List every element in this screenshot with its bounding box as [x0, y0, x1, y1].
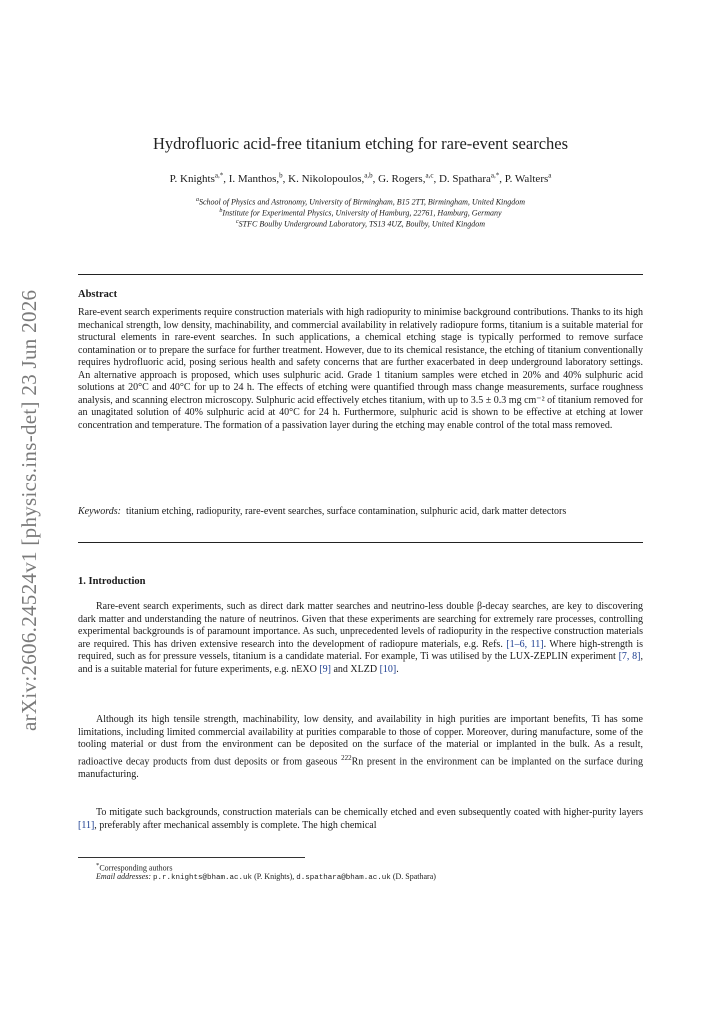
author: I. Manthos,$^b$, — [228, 171, 289, 185]
citation-link[interactable]: [1–6, 11] — [506, 638, 544, 650]
abstract-text: Rare-event search experiments require construction materials with high radiopurity to minimise background contributions. Thanks to its high mechanical strength, low density, machinability, and commercial availability in relatively radiopure forms, titanium is a suitable material for structural elements in rare-event searches. In such applications, a chemical etching stage is typically performed to remove surface contamination or to prepare the surface for further treatment. However, due to its chemical resistance, the etching of titanium conventionally requires hydrofluoric acid, posing serious health and safety concerns that are further exacerbated in deep underground laboratory settings. An alternative approach is proposed, which uses sulphuric acid. Grade 1 titanium samples were etched in 20% and 40% sulphuric acid solutions at 20°C and 40°C for up to 24 h. The effects of etching were quantified through mass change measurements, surface roughness analysis, and scanning electron microscopy. Sulphuric acid effectively etches titanium, with up to 3.5 ± 0.3 mg cm⁻² of titanium removed for an unagitated solution of 40% sulphuric acid at 40°C for 24 h. Furthermore, sulphuric acid is shown to be effective at etching at lower concentration and temperature. The formation of a passivation layer during the etching may enable control of the total mass removed. — [78, 307, 643, 431]
arxiv-side-stamp: arXiv:2606.24524v1 [physics.ins-det] 23 Jun 2026 — [17, 289, 41, 731]
author-list — [78, 171, 643, 185]
footnote-divider — [78, 857, 305, 858]
section-heading: 1. Introduction — [78, 576, 146, 587]
top-divider — [78, 274, 643, 275]
intro-paragraph-1: Rare-event search experiments, such as direct dark matter searches and neutrino-less double β-decay searches, are key to discovering dark matter and understanding the nature of neutrinos. Given that these experiments are searching for extremely rare processes, controlling experimental backgrounds is of paramount importance. As such, unprecedented levels of radiopurity in the respective construction materials are required. This has driven extensive research into the development of radiopure materials, e.g. Refs. [1–6, 11]. Where high-strength is required, such as for pressure vessels, titanium is a candidate material. For example, Ti was utilised by the LUX-ZEPLIN experiment [7, 8], and is a suitable material for future experiments, e.g. nEXO [9] and XLZD [10]. — [78, 601, 643, 675]
author: P. Knights$^{a,*}$, — [169, 171, 229, 185]
affiliation: $^b$Institute for Experimental Physics, University of Hamburg, 22761, Hamburg, Germany — [219, 208, 502, 218]
affiliation: $^a$School of Physics and Astronomy, University of Birmingham, B15 2TT, Birmingham, United Kingdom — [195, 197, 526, 207]
author: D. Spathara$^{a,*}$, — [438, 171, 505, 185]
keywords-text: titanium etching, radiopurity, rare-event searches, surface contamination, sulphuric acid, dark matter detectors — [125, 506, 567, 517]
affiliation: $^c$STFC Boulby Underground Laboratory, TS13 4UZ, Boulby, United Kingdom — [236, 219, 485, 229]
author: K. Nikolopoulos,$^{a,b}$, — [288, 171, 379, 185]
citation-link[interactable]: [11] — [78, 819, 95, 831]
footnote-corresponding: *Corresponding authors — [96, 862, 173, 873]
intro-paragraph-3: To mitigate such backgrounds, construction materials can be chemically etched and even subsequently coated with higher-purity layers [11], preferably after mechanical assembly is complete. The high chemical — [78, 807, 643, 831]
author: P. Walters$^a$ — [504, 171, 552, 185]
paper-title: Hydrofluoric acid-free titanium etching for rare-event searches — [152, 134, 569, 153]
email-link[interactable]: d.spathara@bham.ac.uk — [296, 874, 391, 882]
citation-link[interactable]: [10] — [379, 663, 397, 675]
keywords — [78, 506, 643, 519]
author: G. Rogers,$^{a,c}$, — [378, 171, 439, 185]
bottom-divider — [78, 542, 643, 543]
abstract-heading: Abstract — [78, 289, 118, 300]
keywords-label: Keywords: — [78, 506, 121, 517]
email-link[interactable]: p.r.knights@bham.ac.uk — [153, 874, 253, 882]
citation-link[interactable]: [9] — [319, 663, 331, 675]
footnote-emails: Email addresses: p.r.knights@bham.ac.uk (P. Knights), d.spathara@bham.ac.uk (D. Spathara) — [96, 872, 436, 882]
citation-link[interactable]: [7, 8] — [618, 651, 641, 663]
intro-paragraph-2: Although its high tensile strength, machinability, low density, and availability in high purities are important benefits, Ti has some limitations, including limited commercial availability at purities comparable to those of copper. Moreover, during manufacture, some of the tooling material or dust from the environment can be deposited on the surface of the material or implanted in the bulk. As a result, radioactive decay products from dust deposits or from gaseous $^{222}$Rn present in the environment can be implanted on the surface during manufacturing. — [78, 714, 643, 780]
